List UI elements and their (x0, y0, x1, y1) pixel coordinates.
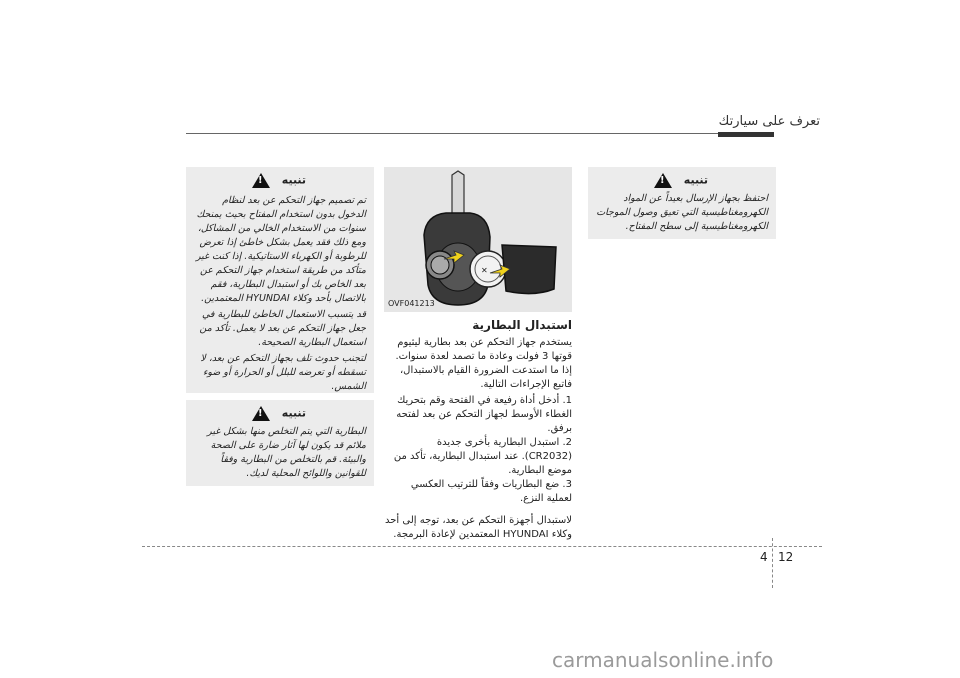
watermark-text: carmanualsonline.info (552, 648, 774, 672)
page-header-title: تعرف على سيارتك (718, 114, 820, 129)
caution-panel-body: احتفظ بجهاز الإرسال بعيداً عن المواد الكهرومغناطيسية التي تعيق وصول الموجات الكهرومغناطيسية إلى سطح المفتاح. (596, 193, 768, 232)
key-battery-illustration (384, 167, 572, 312)
caution-panel (588, 167, 776, 239)
warning-triangle-icon (252, 406, 270, 421)
warning-triangle-icon (654, 173, 672, 188)
page-number: 12 (778, 550, 794, 564)
warning-bullet: لتجنب حدوث تلف بجهاز التحكم عن بعد، لا تسقطه أو تعرضه للبلل أو الحرارة أو ضوء الشمس. (200, 353, 366, 392)
key-fob-drawing (384, 167, 572, 312)
header-accent-bar (718, 132, 774, 137)
warning-panel-2 (186, 400, 374, 486)
svg-text:✕: ✕ (481, 266, 488, 275)
page-number-separator (772, 538, 773, 588)
list-item: 2. استبدل البطارية بأخرى جديدة (CR2032). عند استبدال البطارية، تأكد من موضع البطارية. (393, 437, 572, 476)
warning-triangle-icon (252, 173, 270, 188)
step-list (384, 394, 572, 506)
caution-panel-heading (594, 173, 768, 188)
chapter-number: 4 (760, 550, 768, 564)
section-intro: يستخدم جهاز التحكم عن بعد بطارية ليثيوم قوتها 3 فولت وعادة ما تصمد لعدة سنوات. إذا ما استدعت الضرورة القيام بالاستبدال، فاتبع الإجراءات التالية. (395, 337, 572, 390)
warning-panel-1 (186, 167, 374, 393)
warning-panel-1-body (192, 194, 366, 394)
warning-bullet: تم تصميم جهاز التحكم عن بعد لنظام الدخول بدون استخدام المفتاح بحيث يمنحك سنوات من الاستخدام الخالي من المشاكل، ومع ذلك فقد يعمل بشكل خاطئ إذا تعرض للرطوبة أو الكهرباء الاستاتيكية. إذا كنت غير متأكد من طريقة استخدام جهاز التحكم عن بعد الخاص بك أو استبدال البطارية، فقم بالاتصال بأحد وكلاء HYUNDAI المعتمدين. (195, 195, 366, 304)
footer-divider (142, 546, 822, 547)
header-divider (186, 133, 774, 134)
warning-panel-1-heading (192, 173, 366, 188)
list-item: 1. أدخل أداة رفيعة في الفتحة وقم بتحريك الغطاء الأوسط لجهاز التحكم عن بعد لفتحه برفق. (396, 395, 572, 434)
warning-panel-2-heading (192, 406, 366, 421)
section-outro: لاستبدال أجهزة التحكم عن بعد، توجه إلى أحد وكلاء HYUNDAI المعتمدين لإعادة البرمجة. (385, 515, 572, 540)
list-item: 3. ضع البطاريات وفقاً للترتيب العكسي لعملية النزع. (410, 479, 572, 504)
battery-replacement-section (384, 318, 572, 542)
warning-title: تنبيه (281, 173, 307, 187)
section-title: استبدال البطارية (472, 318, 572, 332)
warning-panel-2-body: البطارية التي يتم التخلص منها بشكل غير ملائم قد يكون لها آثار ضارة على الصحة والبيئة. قم بالتخلص من البطارية وفقاً للقوانين واللوائح المحلية لديك. (207, 426, 366, 479)
warning-title: تنبيه (281, 406, 307, 420)
warning-bullet: قد يتسبب الاستعمال الخاطئ للبطارية في جعل جهاز التحكم عن بعد لا يعمل. تأكد من استعمال البطارية الصحيحة. (199, 309, 366, 348)
caution-title: تنبيه (683, 173, 709, 187)
figure-code-label: OVF041213 (388, 299, 435, 308)
